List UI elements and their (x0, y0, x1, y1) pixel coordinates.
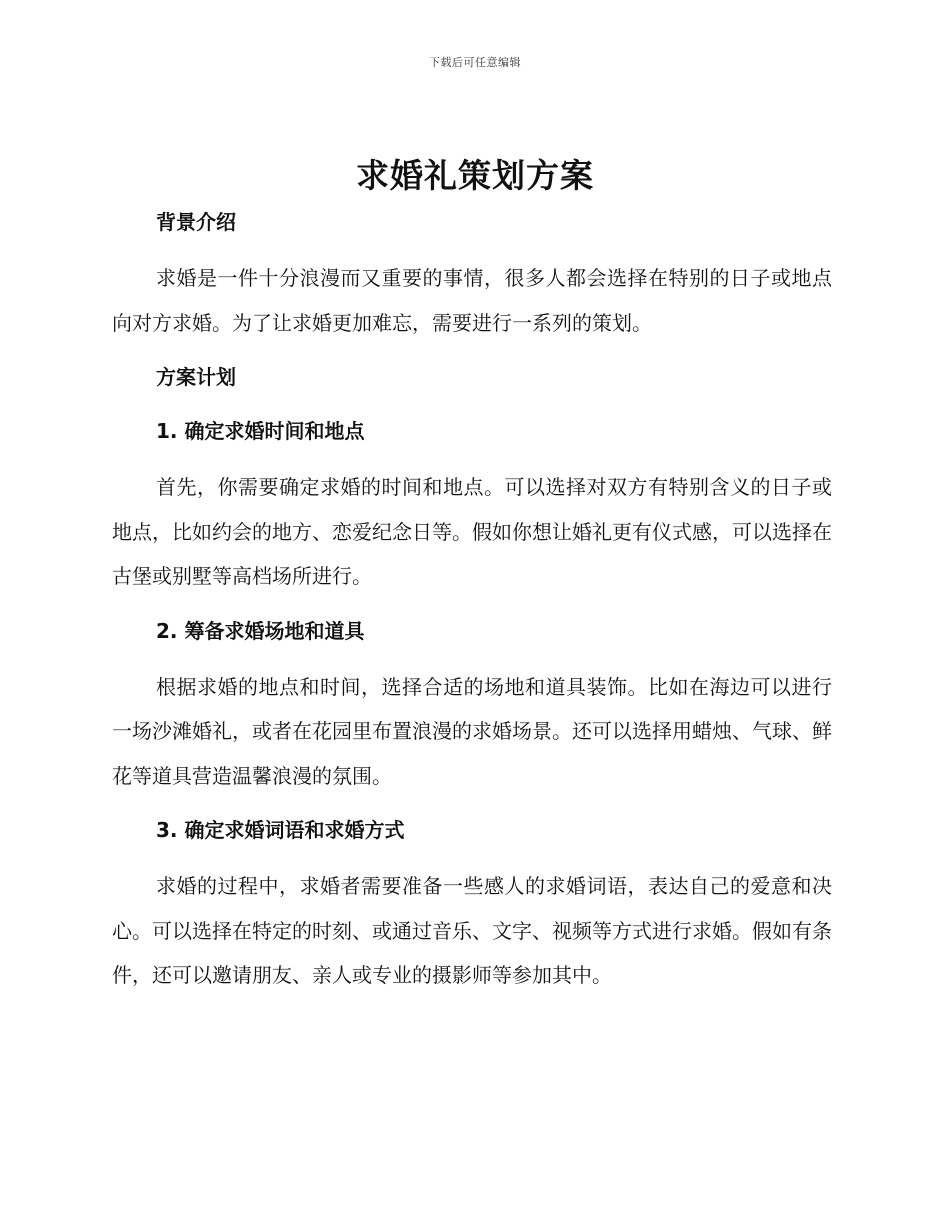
section-background (112, 202, 832, 357)
section-paragraph: 首先，你需要确定求婚的时间和地点。可以选择对双方有特别含义的日子或地点，比如约会的地方、恋爱纪念日等。假如你想让婚礼更有仪式感，可以选择在古堡或别墅等高档场所进行。 (112, 475, 832, 588)
section-heading: 方案计划 (156, 365, 236, 389)
section-heading: 1. 确定求婚时间和地点 (156, 419, 365, 443)
section-heading: 2. 筹备求婚场地和道具 (156, 618, 365, 643)
section-venue-props (112, 611, 832, 811)
section-time-place (112, 411, 832, 611)
section-heading: 3. 确定求婚词语和求婚方式 (156, 818, 405, 842)
section-paragraph: 求婚是一件十分浪漫而又重要的事情，很多人都会选择在特别的日子或地点向对方求婚。为了让求婚更加难忘，需要进行一系列的策划。 (112, 266, 832, 335)
section-plan (112, 357, 832, 411)
header-note: 下载后可任意编辑 (429, 56, 521, 69)
section-paragraph: 求婚的过程中，求婚者需要准备一些感人的求婚词语，表达自己的爱意和决心。可以选择在特定的时刻、或通过音乐、文字、视频等方式进行求婚。假如有条件，还可以邀请朋友、亲人或专业的摄影师等参加其中。 (112, 874, 832, 987)
section-heading: 背景介绍 (156, 210, 236, 234)
document-title: 求婚礼策划方案 (356, 156, 594, 195)
section-words-method (112, 810, 832, 998)
document-body (112, 202, 832, 998)
section-paragraph: 根据求婚的地点和时间，选择合适的场地和道具装饰。比如在海边可以进行一场沙滩婚礼，或者在花园里布置浪漫的求婚场景。还可以选择用蜡烛、气球、鲜花等道具营造温馨浪漫的氛围。 (112, 674, 832, 788)
